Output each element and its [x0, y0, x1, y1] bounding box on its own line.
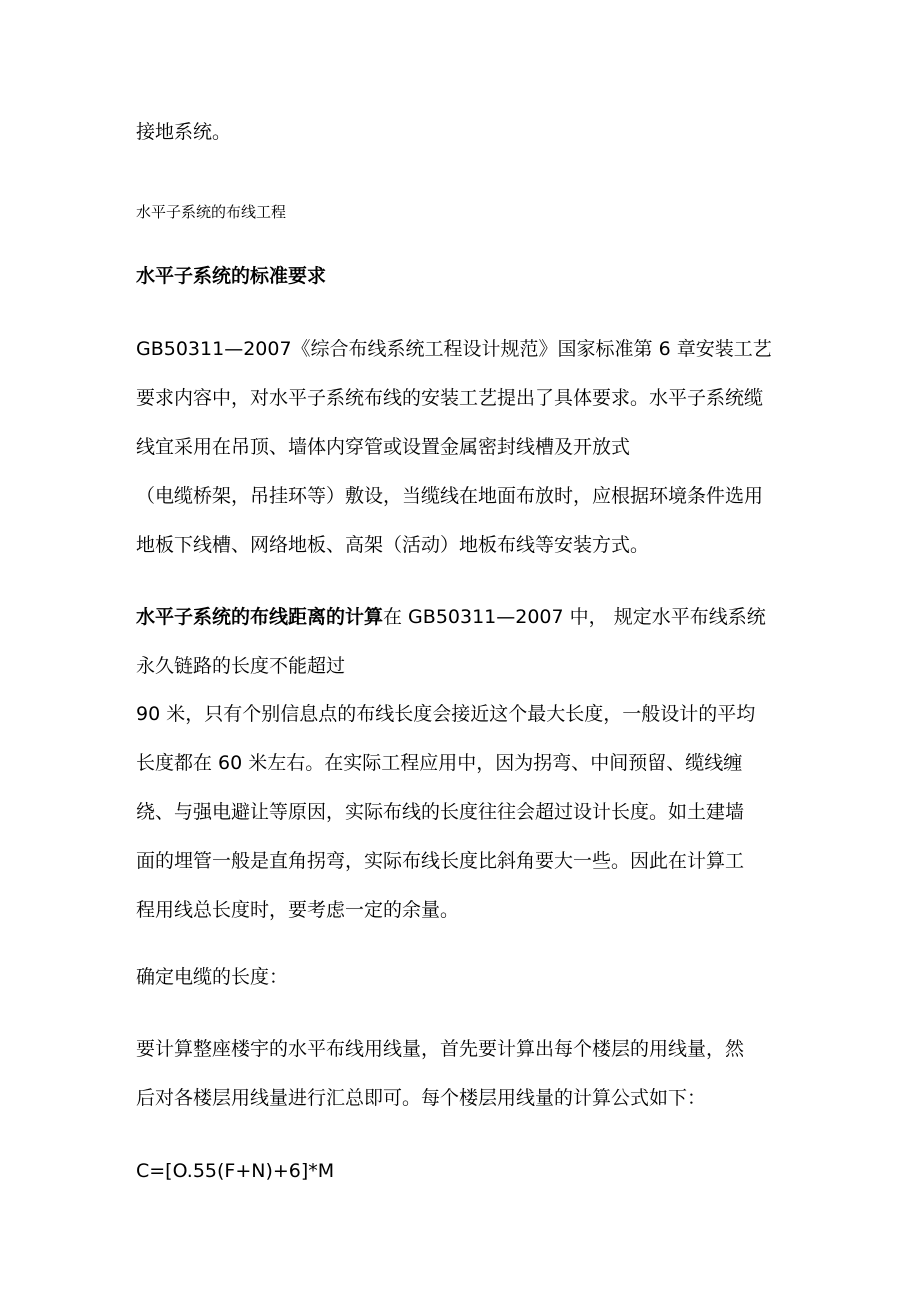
paragraph-line: 绕、与强电避让等原因，实际布线的长度往往会超过设计长度。如土建墙: [136, 801, 745, 823]
cable-length-label: 确定电缆的长度：: [136, 966, 289, 988]
paragraph-line: 要计算整座楼宇的水平布线用线量，首先要计算出每个楼层的用线量，然: [136, 1038, 745, 1060]
paragraph-line: 面的埋管一般是直角拐弯，实际布线长度比斜角要大一些。因此在计算工: [136, 850, 745, 872]
paragraph-line: 永久链路的长度不能超过: [136, 655, 346, 677]
paragraph-line: 90 米，只有个别信息点的布线长度会接近这个最大长度，一般设计的平均: [136, 703, 756, 725]
paragraph-line: [136, 603, 766, 631]
paragraph-line: 后对各楼层用线量进行汇总即可。每个楼层用线量的计算公式如下：: [136, 1087, 707, 1109]
paragraph-line: （电缆桥架，吊挂环等）敷设，当缆线在地面布放时，应根据环境条件选用: [136, 485, 764, 507]
distance-heading: 水平子系统的布线距离的计算: [136, 606, 384, 628]
distance-first-line-text: 在 GB50311—2007 中， 规定水平布线系统: [383, 606, 766, 628]
intro-tail-text: 接地系统。: [136, 121, 232, 143]
standard-heading: 水平子系统的标准要求: [136, 265, 327, 287]
formula-text: C=[O.55(F+N)+6]*M: [136, 1160, 335, 1182]
section-title: 水平子系统的布线工程: [136, 203, 287, 221]
paragraph-line: 长度都在 60 米左右。在实际工程应用中，因为拐弯、中间预留、缆线缠: [136, 752, 743, 774]
paragraph-line: 要求内容中，对水平子系统布线的安装工艺提出了具体要求。水平子系统缆: [136, 387, 764, 409]
paragraph-line: 线宜采用在吊顶、墙体内穿管或设置金属密封线槽及开放式: [136, 436, 631, 458]
paragraph-line: 程用线总长度时，要考虑一定的余量。: [136, 899, 460, 921]
paragraph-line: GB50311—2007《综合布线系统工程设计规范》国家标准第 6 章安装工艺: [136, 338, 772, 360]
paragraph-line: 地板下线槽、网络地板、高架（活动）地板布线等安装方式。: [136, 534, 650, 556]
